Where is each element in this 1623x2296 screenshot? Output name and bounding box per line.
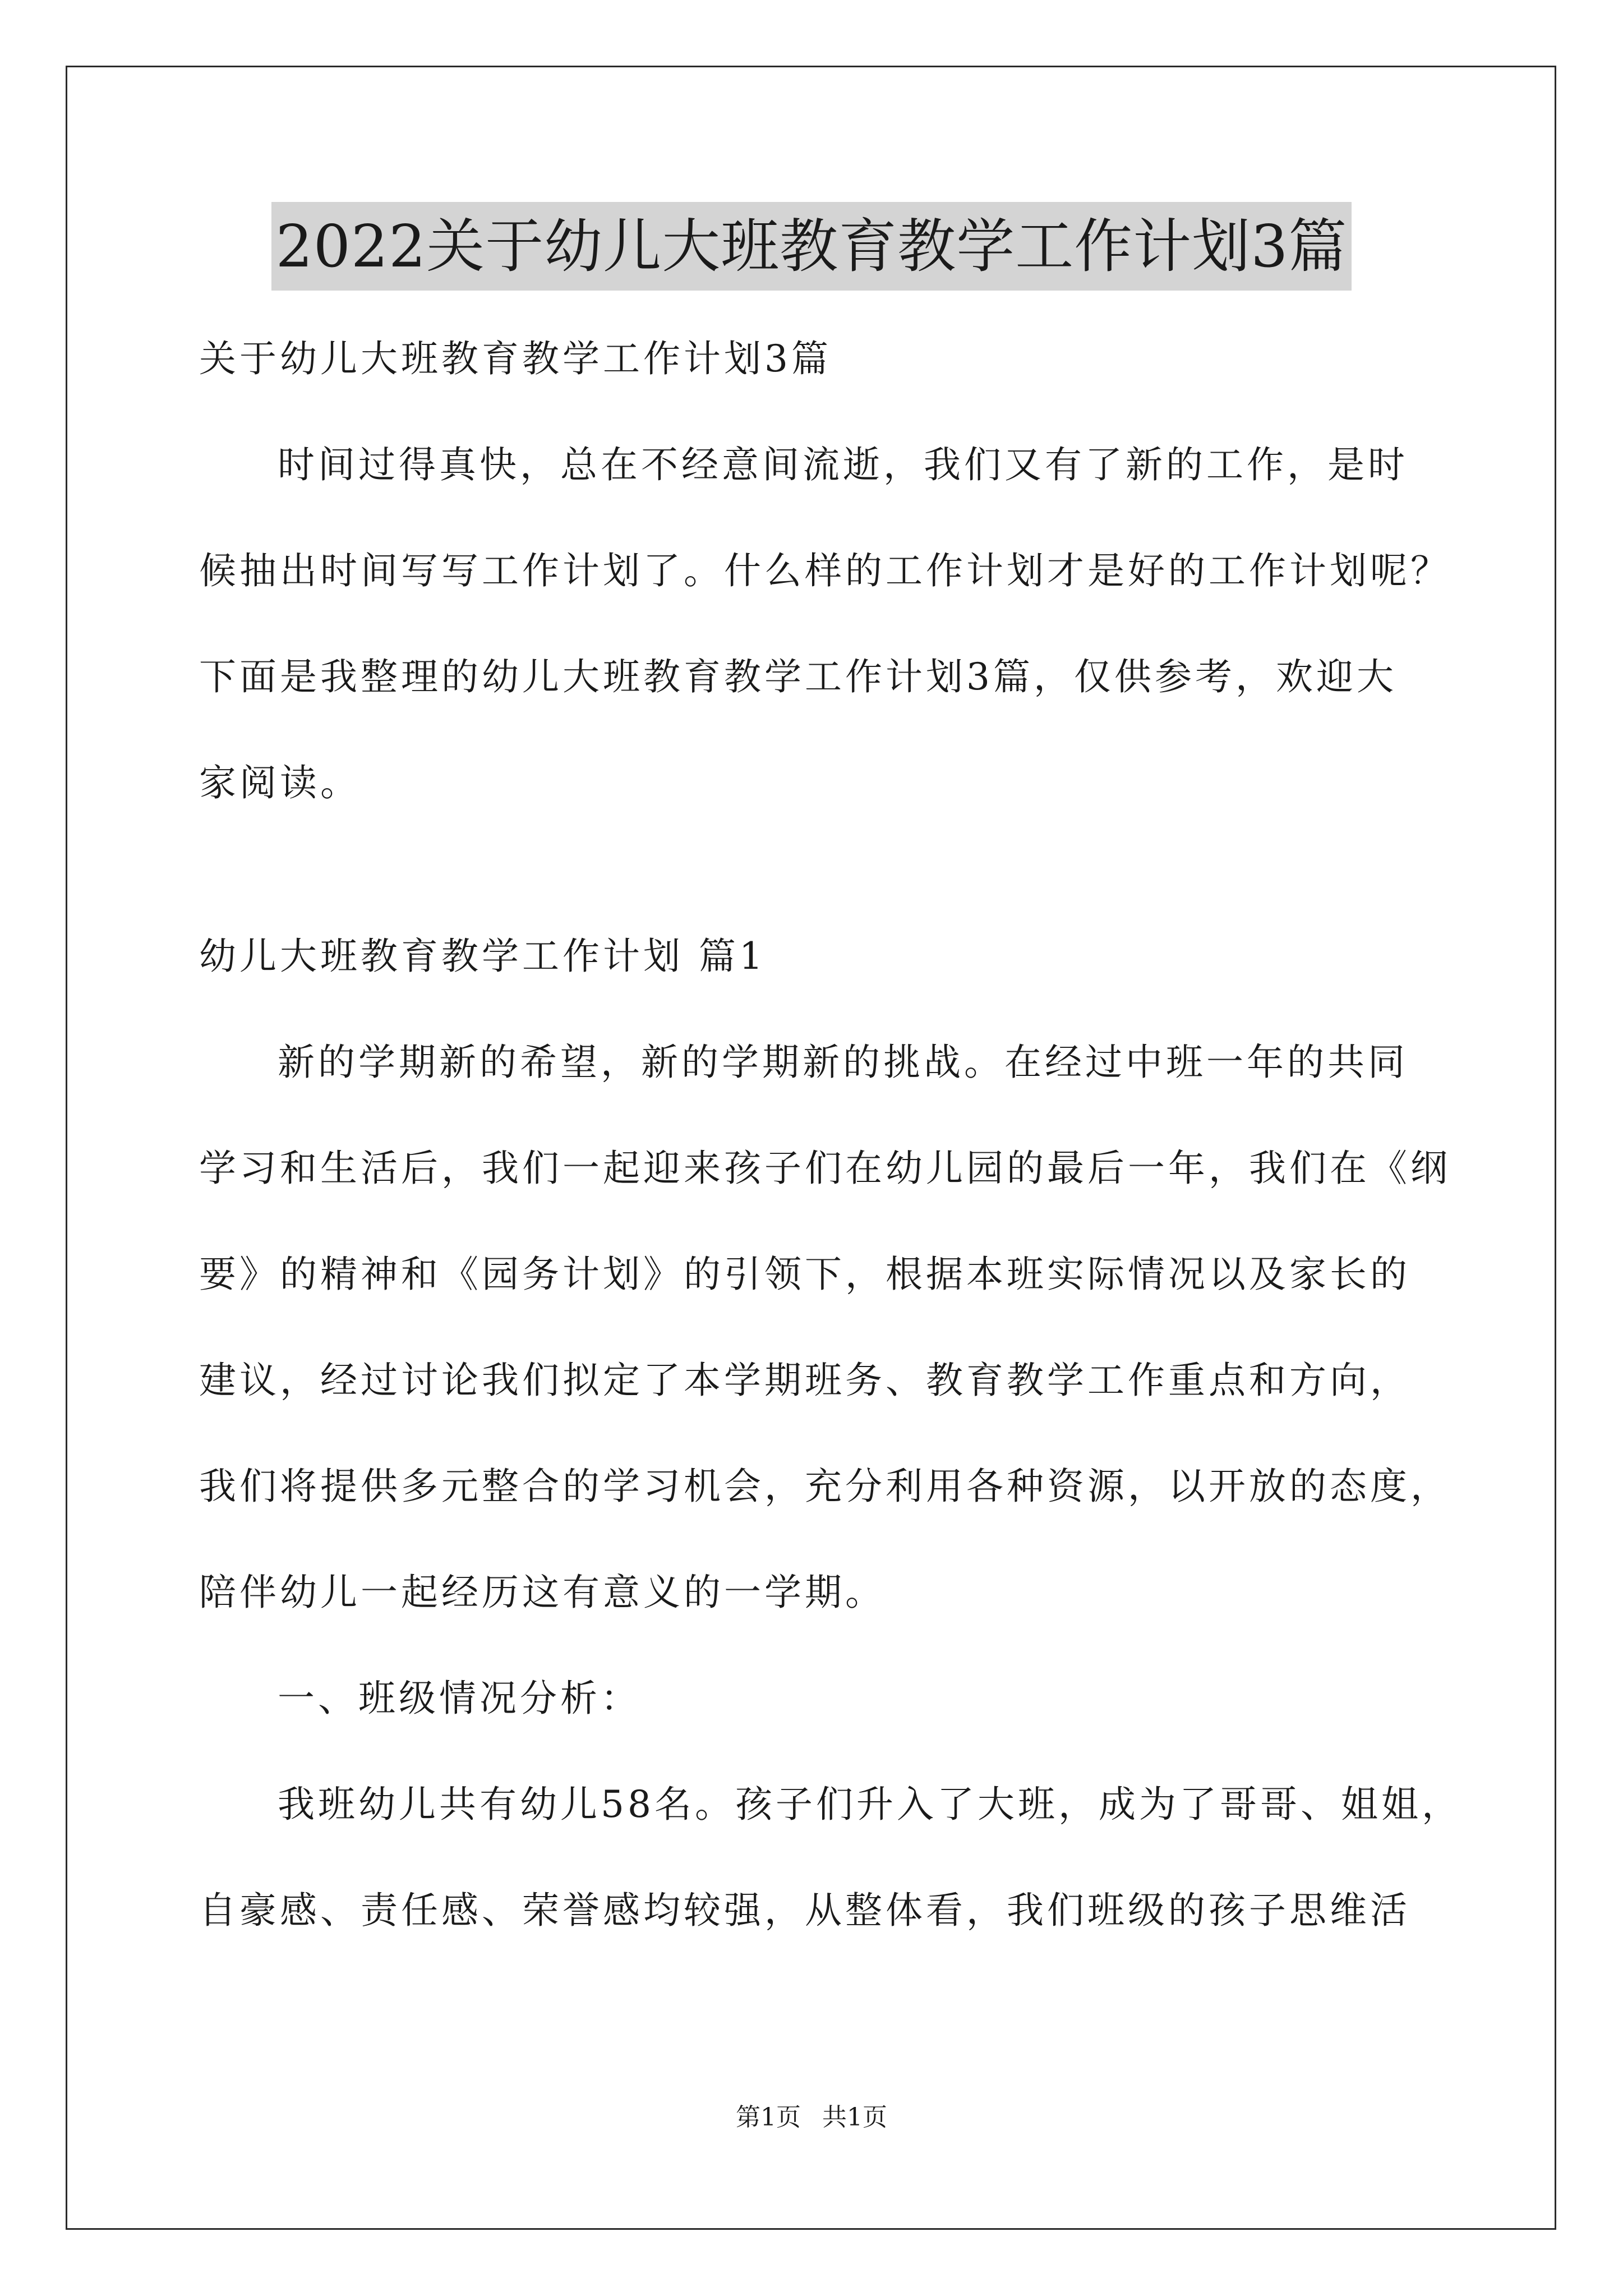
paragraph-line: 建议，经过讨论我们拟定了本学期班务、教育教学工作重点和方向， (199, 1359, 1410, 1402)
paragraph-line: 自豪感、责任感、荣誉感均较强，从整体看，我们班级的孩子思维活 (199, 1889, 1410, 1932)
page-number-current: 第1页 (736, 2103, 801, 2132)
paragraph-line: 我班幼儿共有幼儿58名。孩子们升入了大班，成为了哥哥、姐姐， (278, 1783, 1462, 1826)
intro-line: 时间过得真快，总在不经意间流逝，我们又有了新的工作，是时 (278, 443, 1408, 486)
intro-line: 家阅读。 (199, 761, 361, 804)
document-title: 2022关于幼儿大班教育教学工作计划3篇 (271, 202, 1352, 291)
paragraph-line: 陪伴幼儿一起经历这有意义的一学期。 (199, 1571, 886, 1614)
paragraph-line: 要》的精神和《园务计划》的引领下，根据本班实际情况以及家长的 (199, 1253, 1410, 1296)
section-heading: 幼儿大班教育教学工作计划 篇1 (199, 935, 766, 978)
intro-line: 下面是我整理的幼儿大班教育教学工作计划3篇，仅供参考，欢迎大 (199, 655, 1397, 698)
document-subtitle: 关于幼儿大班教育教学工作计划3篇 (199, 337, 832, 380)
paragraph-line: 我们将提供多元整合的学习机会，充分利用各种资源，以开放的态度， (199, 1465, 1451, 1508)
document-body (199, 306, 1462, 1963)
intro-line: 候抽出时间写写工作计划了。什么样的工作计划才是好的工作计划呢？ (199, 549, 1451, 592)
title-container (0, 202, 1623, 291)
subheading: 一、班级情况分析： (278, 1677, 641, 1720)
paragraph-line: 新的学期新的希望，新的学期新的挑战。在经过中班一年的共同 (278, 1041, 1408, 1084)
paragraph-gap (199, 836, 1450, 903)
page-footer (0, 2101, 1623, 2134)
page-number-total: 共1页 (822, 2103, 887, 2132)
paragraph-line: 学习和生活后，我们一起迎来孩子们在幼儿园的最后一年，我们在《纲 (199, 1147, 1451, 1190)
